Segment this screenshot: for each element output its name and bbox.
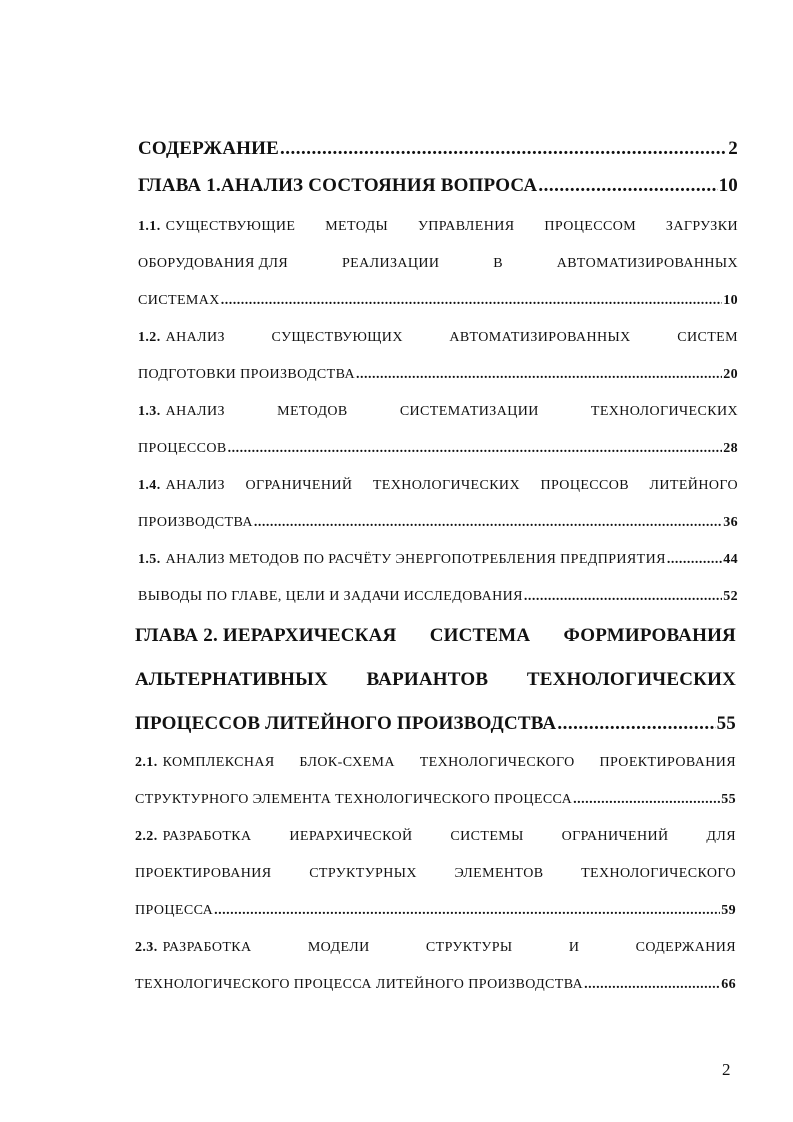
toc-word: ТЕХНОЛОГИЧЕСКИХ — [526, 669, 736, 690]
toc-section-1-2-line-2 — [138, 367, 738, 401]
dot-leader — [228, 441, 723, 457]
toc-word: ПРОЕКТИРОВАНИЯ — [135, 866, 272, 881]
toc-word: ТЕХНОЛОГИЧЕСКОГО — [419, 755, 575, 770]
dot-leader — [524, 589, 722, 605]
toc-section-2-1-line-1 — [135, 755, 736, 789]
toc-word: ИЕРАРХИЧЕСКОЙ — [289, 829, 413, 844]
dot-leader — [214, 903, 720, 919]
page-number: 2 — [722, 1060, 731, 1079]
toc-word: 1.1. СУЩЕСТВУЮЩИЕ — [138, 219, 296, 234]
section-number: 1.2. — [138, 330, 161, 345]
toc-section-1-1-line-3 — [138, 293, 738, 327]
toc-word: АВТОМАТИЗИРОВАННЫХ — [449, 330, 631, 345]
toc-entry-title: СОДЕРЖАНИЕ — [138, 138, 279, 159]
toc-word: ЭЛЕМЕНТОВ — [454, 866, 544, 881]
toc-section-1-1-line-2 — [138, 256, 738, 290]
toc-section-1-5 — [138, 552, 738, 586]
toc-word: СИСТЕМАТИЗАЦИИ — [399, 404, 539, 419]
toc-chapter-2-line-3 — [135, 713, 736, 747]
toc-word: СУЩЕСТВУЮЩИХ — [271, 330, 403, 345]
toc-page-number: 2 — [728, 138, 738, 159]
toc-entry-title: СИСТЕМАХ — [138, 293, 220, 308]
toc-word: ЛИТЕЙНОГО — [649, 478, 738, 493]
toc-word: ЗАГРУЗКИ — [665, 219, 738, 234]
toc-section-1-4-line-1 — [138, 478, 738, 512]
toc-word: ДЛЯ — [706, 829, 736, 844]
toc-section-2-2-line-2 — [135, 866, 736, 900]
toc-page-number: 55 — [721, 792, 736, 807]
toc-entry-title: ВЫВОДЫ ПО ГЛАВЕ, ЦЕЛИ И ЗАДАЧИ ИССЛЕДОВАНИЯ — [138, 589, 523, 604]
toc-entry-title: ГЛАВА 1.АНАЛИЗ СОСТОЯНИЯ ВОПРОСА — [138, 175, 538, 196]
toc-contents — [138, 138, 738, 172]
toc-word: 1.2. АНАЛИЗ — [138, 330, 225, 345]
toc-word: МОДЕЛИ — [307, 940, 370, 955]
dot-leader — [557, 713, 715, 735]
toc-word: СТРУКТУРЫ — [425, 940, 513, 955]
toc-word: 1.3. АНАЛИЗ — [138, 404, 225, 419]
toc-word: ФОРМИРОВАНИЯ — [563, 625, 736, 646]
toc-section-1-3-line-2 — [138, 441, 738, 475]
section-number: 1.5. — [138, 552, 161, 567]
dot-leader — [584, 977, 720, 993]
toc-entry-title: ПРОЦЕССОВ ЛИТЕЙНОГО ПРОИЗВОДСТВА — [135, 713, 557, 734]
toc-word: СОДЕРЖАНИЯ — [635, 940, 736, 955]
toc-section-1-2-line-1 — [138, 330, 738, 364]
toc-entry-title: 1.5. АНАЛИЗ МЕТОДОВ ПО РАСЧЁТУ ЭНЕРГОПОТРЕБЛЕНИЯ ПРЕДПРИЯТИЯ — [138, 552, 666, 567]
toc-word: ОБОРУДОВАНИЯ ДЛЯ — [138, 256, 289, 271]
toc-chapter-1-title — [138, 175, 738, 209]
toc-word: ОГРАНИЧЕНИЙ — [245, 478, 353, 493]
dot-leader — [667, 552, 722, 568]
toc-word: МЕТОДОВ — [277, 404, 348, 419]
toc-word: БЛОК-СХЕМА — [299, 755, 395, 770]
dot-leader — [573, 792, 720, 808]
section-number: 1.4. — [138, 478, 161, 493]
toc-word: ТЕХНОЛОГИЧЕСКИХ — [372, 478, 520, 493]
toc-word: ТЕХНОЛОГИЧЕСКОГО — [581, 866, 736, 881]
toc-word: 2.3. РАЗРАБОТКА — [135, 940, 252, 955]
section-number: 2.2. — [135, 829, 158, 844]
toc-chapter-2-line-1 — [135, 625, 736, 659]
toc-section-2-3-line-2 — [135, 977, 736, 1011]
toc-page-number: 55 — [716, 713, 736, 734]
toc-page-number: 28 — [723, 441, 738, 456]
toc-page-number: 10 — [718, 175, 738, 196]
section-number: 2.3. — [135, 940, 158, 955]
toc-word: РЕАЛИЗАЦИИ — [341, 256, 440, 271]
toc-word: СТРУКТУРНЫХ — [309, 866, 417, 881]
toc-entry-title: ПРОЦЕССА — [135, 903, 214, 918]
toc-word: ПРОЦЕССОМ — [544, 219, 637, 234]
toc-page-number: 36 — [723, 515, 738, 530]
toc-word: СИСТЕМ — [677, 330, 738, 345]
toc-word: 2.1. КОМПЛЕКСНАЯ — [135, 755, 275, 770]
toc-word: ГЛАВА 2. ИЕРАРХИЧЕСКАЯ — [135, 625, 397, 646]
toc-word: АЛЬТЕРНАТИВНЫХ — [135, 669, 328, 690]
toc-word: ОГРАНИЧЕНИЙ — [561, 829, 669, 844]
toc-page-number: 59 — [721, 903, 736, 918]
toc-entry-title: СТРУКТУРНОГО ЭЛЕМЕНТА ТЕХНОЛОГИЧЕСКОГО ПРОЦЕССА — [135, 792, 573, 807]
toc-page-number: 20 — [723, 367, 738, 382]
toc-page-number: 44 — [723, 552, 738, 567]
toc-word: ВАРИАНТОВ — [366, 669, 489, 690]
toc-word: В — [493, 256, 503, 271]
toc-section-2-2-line-1 — [135, 829, 736, 863]
toc-word: 1.4. АНАЛИЗ — [138, 478, 225, 493]
dot-leader — [356, 367, 722, 383]
toc-word: ПРОЦЕССОВ — [540, 478, 630, 493]
dot-leader — [221, 293, 722, 309]
toc-section-2-3-line-1 — [135, 940, 736, 974]
toc-page-number: 66 — [721, 977, 736, 992]
section-number: 1.1. — [138, 219, 161, 234]
toc-word: АВТОМАТИЗИРОВАННЫХ — [556, 256, 738, 271]
toc-section-2-2-line-3 — [135, 903, 736, 937]
dot-leader — [538, 175, 717, 197]
toc-conclusions — [138, 589, 738, 623]
toc-word: И — [568, 940, 580, 955]
toc-word: 2.2. РАЗРАБОТКА — [135, 829, 252, 844]
toc-word: ТЕХНОЛОГИЧЕСКИХ — [590, 404, 738, 419]
section-number: 2.1. — [135, 755, 158, 770]
toc-entry-title: ПРОИЗВОДСТВА — [138, 515, 253, 530]
toc-word: МЕТОДЫ — [325, 219, 389, 234]
toc-page-number: 10 — [723, 293, 738, 308]
toc-section-1-1-line-1 — [138, 219, 738, 253]
toc-word: СИСТЕМЫ — [450, 829, 524, 844]
toc-entry-title: ТЕХНОЛОГИЧЕСКОГО ПРОЦЕССА ЛИТЕЙНОГО ПРОИЗВОДСТВА — [135, 977, 584, 992]
section-number: 1.3. — [138, 404, 161, 419]
toc-chapter-2-line-2 — [135, 669, 736, 703]
toc-word: СИСТЕМА — [429, 625, 531, 646]
toc-entry-title: ПОДГОТОВКИ ПРОИЗВОДСТВА — [138, 367, 355, 382]
toc-section-1-4-line-2 — [138, 515, 738, 549]
dot-leader — [280, 138, 727, 160]
toc-word: ПРОЕКТИРОВАНИЯ — [599, 755, 736, 770]
toc-page-number: 52 — [723, 589, 738, 604]
toc-section-1-3-line-1 — [138, 404, 738, 438]
toc-entry-title: ПРОЦЕССОВ — [138, 441, 227, 456]
dot-leader — [254, 515, 722, 531]
toc-word: УПРАВЛЕНИЯ — [417, 219, 515, 234]
toc-section-2-1-line-2 — [135, 792, 736, 826]
